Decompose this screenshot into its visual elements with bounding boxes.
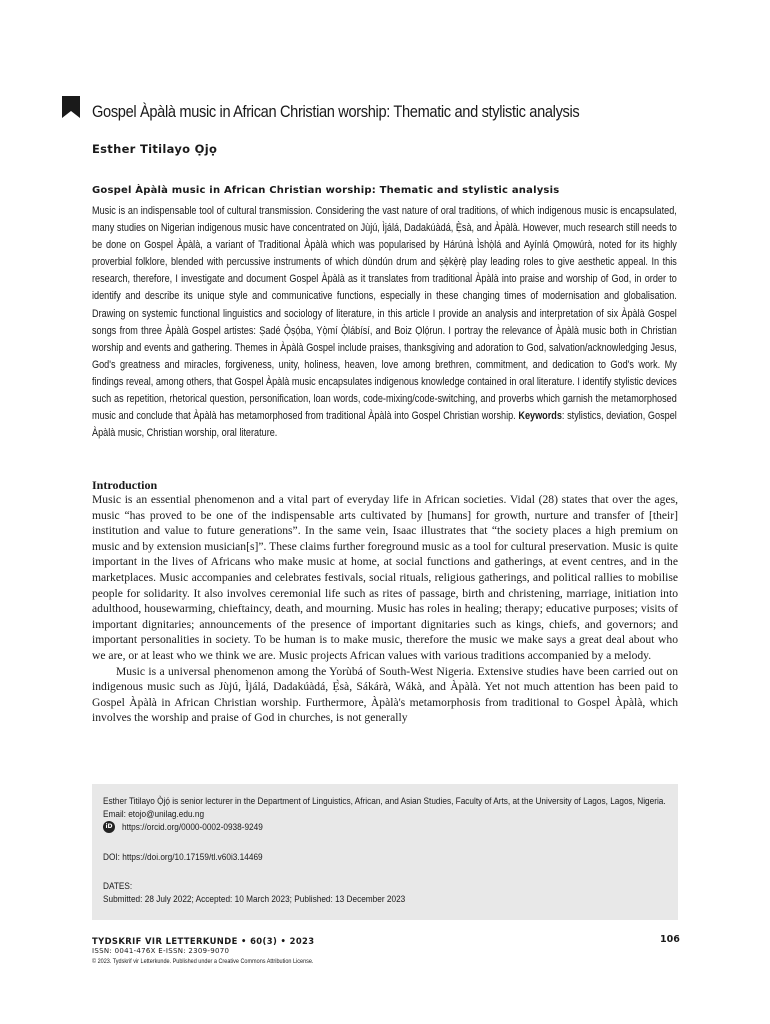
dates-label: DATES:	[103, 881, 133, 892]
author-name: Esther Titilayo Ọjọ	[92, 142, 218, 156]
doi-link[interactable]: DOI: https://doi.org/10.17159/tl.v60i3.14469	[103, 852, 263, 863]
author-email[interactable]: Email: etojo@unilag.edu.ng	[103, 809, 205, 820]
orcid-link[interactable]: https://orcid.org/0000-0002-0938-9249	[122, 822, 263, 833]
abstract-text: Music is an indispensable tool of cultural transmission. Considering the vast nature of oral traditions, of which indigenous music is encapsulated, many studies on Nigerian indigenous music have concentrated on Jùjú, Ìjálá, Dadakúàdá, Ẹ̀sà, and Àpàlà. However, much research still needs to be done on Gospel Àpàlà, a variant of Traditional Àpàlà which was popularised by Hárúnà Ìshọ̀lá and Ayínlá Ọmọwúrà, noted for its highly proverbial folklore, blended with percussive instruments of which dùndún drum and ṣẹ̀kẹ̀rẹ̀ play leading roles to give aesthetic appeal. In this research, therefore, I investigate and document Gospel Àpàlà as it translates from traditional Àpàlà into praise and worship of God, in order to identify and describe its unique style and communicative functions, especially in these changing times of modernisation and globalisation. Drawing on systemic functional linguistics and sociology of literature, in this article I provide an analysis and interpretation of six Àpàlà Gospel songs from three Àpàlà Gospel artistes: Ṣadé Ọ̀ṣọ́ba, Yọ̀mí Ọ̀lábísí, and Boiz Ọlọ́run. I portray the relevance of Àpàlà music both in Christian worship and events and gathering. Themes in Àpàlà Gospel include praises, thanksgiving and adoration to God, salvation/acknowledging Jesus, God's greatness and miracles, forgiveness, unity, holiness, heaven, love among brethren, commitment, and dedication to God's work. My findings reveal, among others, that Gospel Àpàlà music encapsulates indigenous knowledge contained in oral literature. I identify stylistic devices such as repetition, rhetorical question, personification, loan words, code-mixing/code-switching, and proverbs which garnish the metamorphosed music and conclude that Àpàlà has metamorphosed from traditional Àpàlà into Gospel Christian worship.	[92, 205, 677, 423]
bookmark-icon	[62, 96, 80, 118]
issn: ISSN: 0041-476X E-ISSN: 2309-9070	[92, 947, 230, 955]
author-bio: Esther Titilayo Ọ̀jọ́ is senior lecturer in the Department of Linguistics, African, and Asian Studies, Faculty of Arts, at the University of Lagos, Lagos, Nigeria.	[103, 796, 666, 807]
paragraph: Music is a universal phenomenon among the Yorùbá of South-West Nigeria. Extensive studies have been carried out on indigenous music such as Jùjú, Ìjálá, Dadakúàdá, Ẹ̀sà, Sákárà, Wákà, and Àpàlà. Yet not much attention has been paid to Gospel Àpàlà in African Christian worship. Furthermore, Àpàlà's metamorphosis from traditional to Gospel Àpàlà, which involves the worship and praise of God in churches, is not generally	[92, 664, 678, 725]
orcid-icon: iD	[103, 821, 115, 833]
abstract	[92, 203, 677, 442]
dates-text: Submitted: 28 July 2022; Accepted: 10 March 2023; Published: 13 December 2023	[103, 894, 406, 905]
paragraph: Music is an essential phenomenon and a vital part of everyday life in African societies. Vidal (28) states that over the ages, music “has proved to be one of the indispensable arts cultivated by [humans] for growth, nurture and transfer of [their] institution and value to future generations”. In the same vein, Isaac illustrates that “the society places a high premium on music and by extension musician[s]”. These claims further foreground music as a tool for cultural preservation. Music is quite important in the lives of Africans who make music at home, at social functions and gatherings, at event centres, and in the marketplaces. Music accompanies and celebrates festivals, social rituals, religious gatherings, and political rallies to mobilise people for solidarity. It also involves ceremonial life such as rites of passage, birth and christening, marriage, initiation into adulthood, housewarming, chieftaincy, death, and mourning. Music has roles in healing; therapy; educative purposes; visits of important dignitaries; announcements of the presence of important dignitaries such as kings, chiefs, and governors; and important personalities in society. To be human is to make music, therefore the music we make says a great deal about who we are, or at least who we think we are. Music projects African values with various traditions accompanied by a melody.	[92, 493, 678, 662]
abstract-title: Gospel Àpàlà music in African Christian worship: Thematic and stylistic analysis	[92, 185, 560, 196]
article-title: Gospel Àpàlà music in African Christian worship: Thematic and stylistic analysis	[92, 102, 580, 121]
keywords-label: Keywords	[518, 410, 562, 423]
journal-citation: TYDSKRIF VIR LETTERKUNDE • 60(3) • 2023	[92, 936, 315, 946]
page-number: 106	[660, 934, 680, 945]
copyright-notice: © 2023. Tydskrif vir Letterkunde. Published under a Creative Commons Attribution License.	[92, 958, 314, 965]
introduction-body	[92, 492, 678, 726]
introduction-heading: Introduction	[92, 478, 158, 492]
keywords-text: : stylistics, deviation, Gospel Àpàlà music, Christian worship, oral literature.	[92, 410, 677, 440]
